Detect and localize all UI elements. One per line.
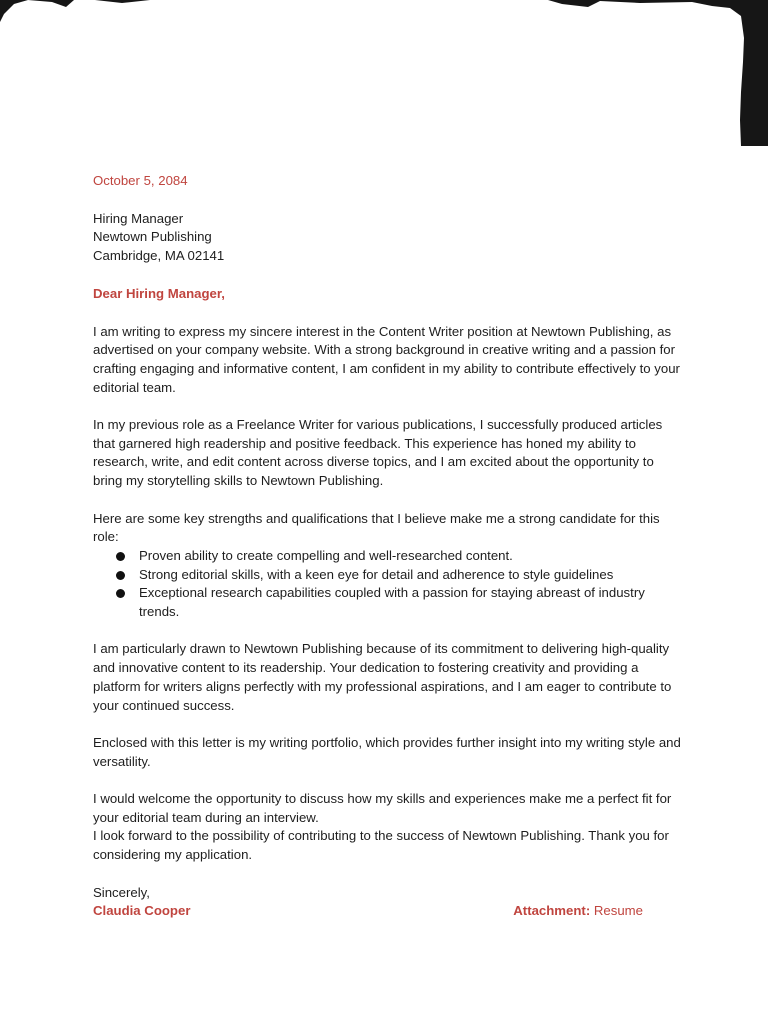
- strength-text: Proven ability to create compelling and well-researched content.: [139, 547, 513, 563]
- signer-name: Claudia Cooper: [93, 903, 191, 919]
- body-paragraph-strengths-intro: Here are some key strengths and qualifications that I believe make me a strong candidate for this role:: [93, 510, 660, 545]
- body-paragraph-motivation: I am particularly drawn to Newtown Publishing because of its commitment to delivering high-quality and innovative content to its readership. Your dedication to fostering creativity and providing a platform for writers aligns perfectly with my professional aspirations, and I am eager to contribute to your continued success.: [93, 641, 672, 713]
- bullet-icon: [116, 589, 125, 598]
- strength-text: Exceptional research capabilities coupled with a passion for staying abreast of industry trends.: [139, 585, 645, 620]
- list-item: [139, 547, 683, 566]
- list-item: [139, 584, 683, 621]
- strengths-list: [93, 547, 683, 622]
- cover-letter: [93, 172, 683, 921]
- body-paragraph-thanks: I look forward to the possibility of contributing to the success of Newtown Publishing. Thank you for considering my application.: [93, 828, 669, 863]
- signature-row: [93, 902, 683, 921]
- closing: Sincerely,: [93, 884, 150, 900]
- recipient-title: Hiring Manager: [93, 210, 184, 226]
- salutation: Dear Hiring Manager,: [93, 285, 225, 301]
- attachment-note: [513, 902, 643, 921]
- attachment-value: Resume: [593, 903, 643, 919]
- bullet-icon: [116, 571, 125, 580]
- strength-text: Strong editorial skills, with a keen eye for detail and adherence to style guidelines: [139, 566, 614, 582]
- top-brush-stroke: [0, 0, 768, 146]
- body-paragraph-interview: I would welcome the opportunity to discuss how my skills and experiences make me a perfect fit for your editorial team during an interview.: [93, 791, 672, 825]
- recipient-address: Cambridge, MA 02141: [93, 248, 225, 264]
- attachment-label: Attachment:: [513, 903, 591, 919]
- body-paragraph-experience: In my previous role as a Freelance Writer for various publications, I successfully produced articles that garnered high readership and positive feedback. This experience has honed my ability to research, write, and edit content across diverse topics, and I am excited about the opportunity to bring my storytelling skills to Newtown Publishing.: [93, 417, 663, 489]
- body-paragraph-intro: I am writing to express my sincere interest in the Content Writer position at Newtown Publishing, as advertised on your company website. With a strong background in creative writing and a passion for crafting engaging and informative content, I am confident in my ability to contribute effectively to your editorial team.: [93, 323, 680, 395]
- list-item: [139, 566, 683, 585]
- recipient-company: Newtown Publishing: [93, 229, 212, 245]
- recipient-block: [93, 210, 683, 266]
- letter-date: October 5, 2084: [93, 173, 188, 188]
- bullet-icon: [116, 552, 125, 561]
- brush-stroke-decoration: [0, 0, 768, 150]
- body-paragraph-portfolio: Enclosed with this letter is my writing portfolio, which provides further insight into my writing style and versatility.: [93, 734, 681, 769]
